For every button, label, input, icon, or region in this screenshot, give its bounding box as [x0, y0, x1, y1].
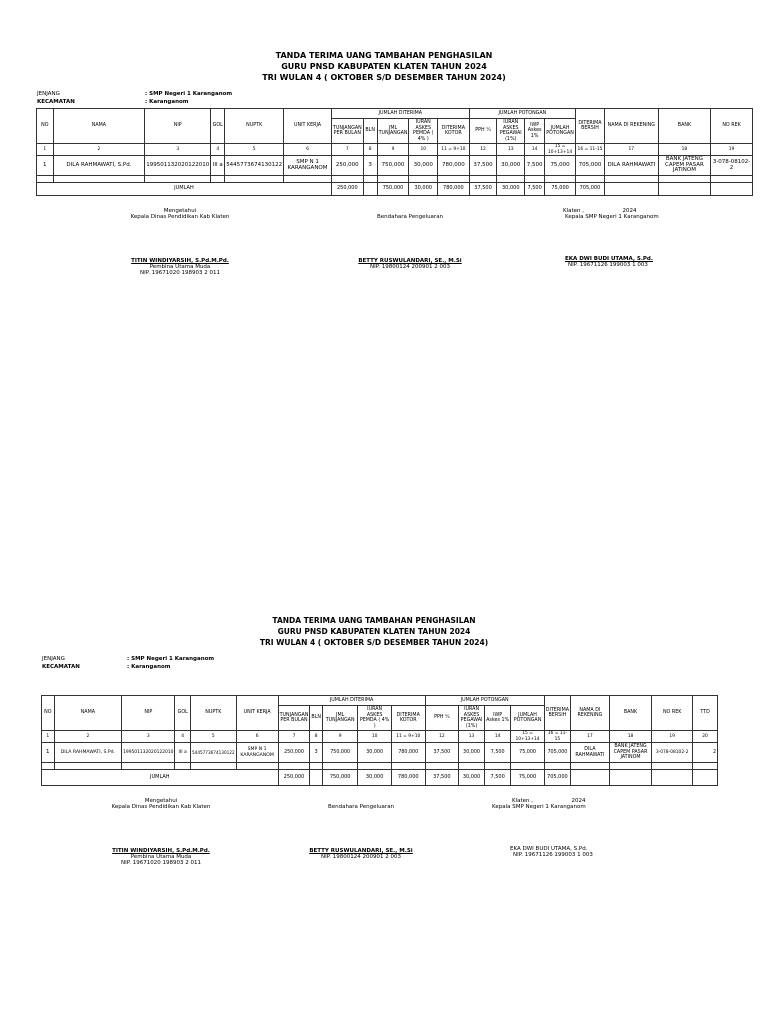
col-no: NO — [37, 109, 54, 144]
col-number: 5 — [190, 731, 236, 743]
kecamatan-value: : Karanganom — [127, 664, 171, 670]
total-jml-tunjangan: 750,000 — [377, 183, 409, 196]
col-jumlah-diterima: JUMLAH DITERIMA — [278, 696, 425, 706]
total-tunjangan: 250,000 — [278, 770, 310, 786]
sig-role: Kepala SMP Negeri 1 Karanganom — [492, 804, 586, 810]
col-jumlah-diterima: JUMLAH DITERIMA — [331, 109, 469, 119]
col-jumlah-potongan-sub: JUMLAH POTONGAN — [545, 119, 576, 144]
cell-bersih: 705,000 — [576, 156, 605, 176]
col-number: 3 — [122, 731, 175, 743]
cell-tunjangan: 250,000 — [278, 743, 310, 763]
col-number: 7 — [278, 731, 310, 743]
col-number: 13 — [459, 731, 485, 743]
cell-no: 1 — [42, 743, 55, 763]
col-jml-tunjangan: JML TUNJANGAN — [322, 706, 357, 731]
cell-no-rek: 3-078-08102-2 — [711, 156, 753, 176]
col-number: 17 — [571, 731, 610, 743]
jenjang-row — [42, 656, 214, 662]
col-jml-tunjangan: JML TUNJANGAN — [377, 119, 409, 144]
cell-askes-peg: 30,000 — [497, 156, 525, 176]
signature-kepala-sekolah — [492, 798, 662, 858]
kecamatan-label: KECAMATAN — [42, 664, 80, 670]
cell-nama: DILA RAHMAWATI, S.Pd. — [53, 156, 145, 176]
col-number: 14 — [525, 144, 545, 156]
col-iwp: IWP Askes 1% — [525, 119, 545, 144]
cell-nip: 199501132020122010 — [145, 156, 211, 176]
jenjang-row — [37, 91, 232, 97]
cell-jumlah-potongan: 75,000 — [545, 156, 576, 176]
col-number: 8 — [310, 731, 323, 743]
col-number: 14 — [484, 731, 510, 743]
col-number: 10 — [409, 144, 438, 156]
sig-name: TITIN WINDIYARSIH, S.Pd.M.Pd. — [112, 848, 210, 854]
sig-name: BETTY RUSWULANDARI, SE., M.Si — [358, 258, 462, 264]
total-pph: 37,500 — [425, 770, 459, 786]
signature-bendahara — [286, 798, 436, 860]
cell-no: 1 — [37, 156, 54, 176]
document-top — [0, 50, 768, 276]
col-ttd: TTD — [693, 696, 718, 731]
col-number: 2 — [54, 731, 122, 743]
cell-bank: BANK JATENG CAPEM PASAR JATINOM — [658, 156, 710, 176]
col-number: 12 — [425, 731, 459, 743]
kecamatan-label: KECAMATAN — [37, 99, 75, 105]
sig-nip: NIP. 19671126 199003 1 003 — [513, 852, 593, 858]
col-number: 1 — [37, 144, 54, 156]
total-label: JUMLAH — [42, 770, 279, 786]
col-number: 1 — [42, 731, 55, 743]
total-askes-peg: 30,000 — [497, 183, 525, 196]
sig-place-date: Klaten , 2024 — [512, 798, 586, 804]
jenjang-value: : SMP Negeri 1 Karanganom — [145, 91, 233, 97]
kecamatan-row — [42, 664, 171, 670]
table-row — [42, 743, 718, 763]
col-jumlah-potongan: JUMLAH POTONGAN — [425, 696, 544, 706]
col-nama: NAMA — [53, 109, 145, 144]
col-iuran-askes-peg: IURAN ASKES PEGAWAI (1%) — [460, 707, 483, 729]
table-header-row — [37, 109, 753, 119]
col-iuran-askes-peg: IURAN ASKES PEGAWAI (1%) — [497, 119, 525, 144]
sig-rank: Pembina Utama Muda — [149, 264, 211, 270]
sig-name: TITIN WINDIYARSIH, S.Pd.M.Pd. — [131, 258, 229, 264]
sig-name: EKA DWI BUDI UTAMA, S.Pd. — [565, 256, 653, 262]
signature-bendahara — [335, 208, 485, 270]
table-row — [37, 156, 753, 176]
signature-kepala-dinas — [86, 798, 236, 866]
total-askes-pemda: 30,000 — [358, 770, 392, 786]
cell-nama-rek: DILA RAHMAWATI — [571, 743, 610, 763]
sig-caption: Mengetahui — [163, 208, 197, 214]
col-number: 4 — [211, 144, 225, 156]
total-iwp: 7,500 — [525, 183, 545, 196]
col-number: 5 — [225, 144, 284, 156]
cell-unit-kerja: SMP N 1 KARANGANOM — [284, 156, 332, 176]
signature-kepala-sekolah — [545, 208, 715, 268]
cell-iwp: 7,500 — [525, 156, 545, 176]
cell-ttd: 2 — [693, 743, 718, 763]
cell-gol: III a — [175, 743, 191, 763]
title-line: TRI WULAN 4 ( OKTOBER S/D DESEMBER TAHUN 2024) — [259, 638, 489, 647]
col-number: 12 — [469, 144, 497, 156]
cell-tunjangan: 250,000 — [331, 156, 363, 176]
blank-row — [42, 763, 718, 770]
col-number: 6 — [236, 731, 278, 743]
col-number: 17 — [604, 144, 658, 156]
cell-kotor: 780,000 — [438, 156, 470, 176]
col-number: 13 — [497, 144, 525, 156]
title-line: GURU PNSD KABUPATEN KLATEN TAHUN 2024 — [277, 627, 471, 636]
total-iwp: 7,500 — [484, 770, 510, 786]
document-bottom — [0, 615, 768, 866]
cell-bulan: 3 — [363, 156, 377, 176]
col-tunjangan: TUNJANGAN PER BULAN — [331, 119, 363, 144]
col-number: 10 — [358, 731, 392, 743]
cell-unit-kerja: SMP N 1 KARANGANOM — [236, 743, 278, 763]
col-no-rek: NO REK — [711, 109, 753, 144]
col-tunjangan: TUNJANGAN PER BULAN — [278, 706, 310, 731]
col-number: 11 = 9+10 — [438, 144, 470, 156]
col-number: 11 = 9+10 — [391, 731, 425, 743]
col-bank: BANK — [658, 109, 710, 144]
title-line: GURU PNSD KABUPATEN KLATEN TAHUN 2024 — [281, 62, 487, 71]
total-pph: 37,500 — [469, 183, 497, 196]
cell-jml-tunjangan: 750,000 — [377, 156, 409, 176]
total-tunjangan: 250,000 — [331, 183, 363, 196]
sig-role: Kepala SMP Negeri 1 Karanganom — [565, 214, 659, 220]
col-iwp: IWP Askes 1% — [484, 706, 510, 731]
col-bulan: BLN — [363, 119, 377, 144]
sig-role: Bendahara Pengeluaran — [327, 804, 395, 810]
col-unit-kerja: UNIT KERJA — [236, 696, 278, 731]
col-bulan: BLN — [310, 706, 323, 731]
title-line: TANDA TERIMA UANG TAMBAHAN PENGHASILAN — [275, 51, 493, 60]
cell-nama: DILA RAHMAWATI, S.Pd. — [54, 743, 122, 763]
cell-bank: BANK JATENG CAPEM PASAR JATINOM — [609, 743, 651, 763]
document-title — [0, 615, 768, 648]
title-line: TANDA TERIMA UANG TAMBAHAN PENGHASILAN — [272, 616, 476, 625]
col-number: 19 — [711, 144, 753, 156]
col-number: 15 = 10+13+14 — [545, 144, 576, 156]
total-kotor: 780,000 — [438, 183, 470, 196]
cell-bulan: 3 — [310, 743, 323, 763]
col-number: 16 = 11-15 — [544, 731, 570, 743]
col-nuptk: NUPTK — [225, 109, 284, 144]
sig-role: Kepala Dinas Pendidikan Kab Klaten — [130, 214, 230, 220]
col-unit-kerja: UNIT KERJA — [284, 109, 332, 144]
col-number: 7 — [331, 144, 363, 156]
sig-name: EKA DWI BUDI UTAMA, S.Pd. — [510, 846, 588, 852]
cell-askes-pemda: 30,000 — [409, 156, 438, 176]
col-number: 9 — [322, 731, 357, 743]
total-askes-pemda: 30,000 — [409, 183, 438, 196]
col-pph: PPH ¼ — [425, 706, 459, 731]
cell-pph: 37,500 — [469, 156, 497, 176]
cell-jml-tunjangan: 750,000 — [322, 743, 357, 763]
col-diterima-bersih: DITERIMA BERSIH — [544, 696, 570, 731]
total-jumlah-potongan: 75,000 — [545, 183, 576, 196]
jenjang-label: JENJANG — [42, 656, 65, 662]
cell-bersih: 705,000 — [544, 743, 570, 763]
sig-role: Kepala Dinas Pendidikan Kab Klaten — [111, 804, 211, 810]
col-no-rek: NO REK — [652, 696, 693, 731]
sig-nip: NIP. 19671020 198903 2 011 — [121, 860, 201, 866]
sig-name: BETTY RUSWULANDARI, SE., M.Si — [309, 848, 413, 854]
payment-table — [36, 108, 753, 196]
col-nama-rekening: NAMA DI REKENING — [571, 696, 610, 731]
col-number: 20 — [693, 731, 718, 743]
table-header-row — [42, 696, 718, 706]
col-gol: GOL — [175, 696, 191, 731]
cell-nuptk: 5445773674130122 — [190, 743, 236, 763]
col-nip: NIP — [145, 109, 211, 144]
cell-askes-peg: 30,000 — [459, 743, 485, 763]
total-jumlah-potongan: 75,000 — [511, 770, 544, 786]
jenjang-value: : SMP Negeri 1 Karanganom — [127, 656, 215, 662]
col-jumlah-potongan-sub: JUMLAH POTONGAN — [511, 706, 544, 731]
col-pph: PPH ¼ — [469, 119, 497, 144]
sig-nip: NIP. 19671020 198903 2 011 — [140, 270, 220, 276]
col-nama: NAMA — [54, 696, 122, 731]
sig-nip: NIP. 19800124 200901 2 003 — [370, 264, 450, 270]
col-jumlah-potongan: JUMLAH POTONGAN — [469, 109, 575, 119]
col-number: 8 — [363, 144, 377, 156]
document-title — [0, 50, 768, 83]
column-number-row — [37, 144, 753, 156]
total-row — [37, 183, 753, 196]
col-iuran-askes: IURAN ASKES PEMDA ( 4% ) — [358, 706, 392, 731]
total-bersih: 705,000 — [576, 183, 605, 196]
cell-no-rek: 3-078-08102-2 — [652, 743, 693, 763]
column-number-row — [42, 731, 718, 743]
total-label: JUMLAH — [37, 183, 332, 196]
kecamatan-value: : Karanganom — [145, 99, 189, 105]
col-number: 18 — [658, 144, 710, 156]
col-nip: NIP — [122, 696, 175, 731]
cell-nuptk: 5445773674130122 — [225, 156, 284, 176]
cell-kotor: 780,000 — [391, 743, 425, 763]
total-row — [42, 770, 718, 786]
sig-nip: NIP. 19800124 200901 2 003 — [321, 854, 401, 860]
col-diterima-kotor: DITERIMA KOTOR — [391, 706, 425, 731]
col-iuran-askes: IURAN ASKES PEMDA ( 4% ) — [409, 119, 438, 144]
cell-jumlah-potongan: 75,000 — [511, 743, 544, 763]
col-number: 4 — [175, 731, 191, 743]
col-diterima-bersih: DITERIMA BERSIH — [576, 109, 605, 144]
title-line: TRI WULAN 4 ( OKTOBER S/D DESEMBER TAHUN 2024) — [262, 73, 506, 82]
total-askes-peg: 30,000 — [459, 770, 485, 786]
col-bank: BANK — [609, 696, 651, 731]
col-number: 6 — [284, 144, 332, 156]
payment-table — [41, 695, 718, 786]
col-nama-rekening: NAMA DI REKENING — [604, 109, 658, 144]
cell-pph: 37,500 — [425, 743, 459, 763]
sig-nip: NIP. 19671126 199003 1 003 — [568, 262, 648, 268]
sig-caption: Mengetahui — [144, 798, 178, 804]
col-number: 9 — [377, 144, 409, 156]
jenjang-label: JENJANG — [37, 91, 60, 97]
col-number: 16 = 11-15 — [576, 144, 605, 156]
cell-gol: III a — [211, 156, 225, 176]
sig-rank: Pembina Utama Muda — [130, 854, 192, 860]
col-number: 15 = 10+13+14 — [511, 731, 544, 743]
col-number: 3 — [145, 144, 211, 156]
cell-nip: 199501132020122010 — [122, 743, 175, 763]
col-number: 18 — [609, 731, 651, 743]
total-jml-tunjangan: 750,000 — [322, 770, 357, 786]
blank-row — [37, 176, 753, 183]
meta-block — [0, 656, 768, 672]
kecamatan-row — [37, 99, 189, 105]
total-kotor: 780,000 — [391, 770, 425, 786]
col-nuptk: NUPTK — [190, 696, 236, 731]
col-number: 19 — [652, 731, 693, 743]
cell-askes-pemda: 30,000 — [358, 743, 392, 763]
col-gol: GOL — [211, 109, 225, 144]
cell-iwp: 7,500 — [484, 743, 510, 763]
total-bersih: 705,000 — [544, 770, 570, 786]
sig-role: Bendahara Pengeluaran — [376, 214, 444, 220]
signature-kepala-dinas — [105, 208, 255, 276]
col-number: 2 — [53, 144, 145, 156]
sig-place-date: Klaten , 2024 — [563, 208, 637, 214]
col-diterima-kotor: DITERIMA KOTOR — [438, 119, 470, 144]
meta-block — [0, 91, 768, 107]
col-no: NO — [42, 696, 55, 731]
cell-nama-rek: DILA RAHMAWATI — [604, 156, 658, 176]
